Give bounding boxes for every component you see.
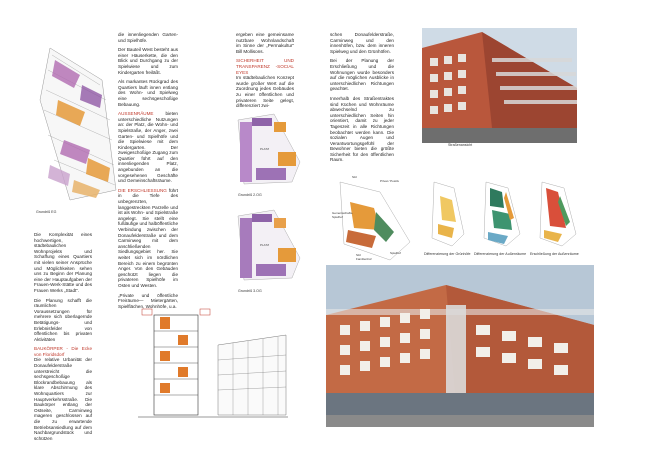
- caption-diagram-2: Differenzierung der Außenräume: [474, 252, 527, 256]
- paragraph: „Private und öffentliche Freiräume— Mietergärten, Spielflächen, Wohnhöfe, u.a.: [118, 292, 178, 309]
- paragraph: ergeben eine gemeinsame nutzbare Wohnlandschaft im Sinne der „Permakultur“ Bill Mollisons.: [236, 32, 294, 54]
- paragraph: Die Planung schafft die räumlichen Voraussetzungen für mehrere sich überlagernde Betätigungs- und Erlebnisfelder von öffentlichen bis privaten Aktivitäten: [34, 297, 92, 342]
- caption-plan-upper: Grundriß 2.OG: [238, 193, 262, 197]
- diagram-outdoor-spaces: [480, 178, 524, 250]
- text-column-1: [34, 232, 92, 445]
- paragraph: Bei der Planung der Erschließung und die Wohnungen wurde besonders auf die möglichen Ausblicke in unterschiedlichen Richtungen geachtet.: [330, 58, 394, 92]
- section-heading: BAUKÖRPER - Die Ecke von Floridsdorf: [34, 346, 92, 357]
- section-drawing: [138, 305, 288, 425]
- diagram-label: Sitz: [352, 175, 358, 179]
- diagram-circulation: [536, 178, 580, 250]
- site-plan-drawing: [30, 40, 125, 210]
- section-heading: DIE ERSCHLIESSUNG: [118, 187, 167, 193]
- paragraph: bieten unterschiedliche Nutzungen an: der Platz, die Wohn- und Spielstraße, der Anger, zwei Garten- und Spielhöfe und die Spielwiese mit dem Kindergarten. Der zweigeschoßige Zugang zum Quartier führt auf den innenliegenden Platz, angebunden an die vorgesehenen Geschäfte und Gemeinschaftsräume.: [118, 111, 178, 184]
- paragraph: die innenliegenden Garten- und Spielhöfe.: [118, 32, 178, 43]
- section-heading: AUSSENRÄUME: [118, 111, 154, 117]
- paragraph: Die relative Urbanität der Donaufelderstraße unterstreicht die sechsgeschoßige Blockrandbebauung als klare Abschirmung des Wohnquartiers zur Hauptverkehrsstraße. Die Baukörper entlang der Ostseite, Carminweg mageren geschlossen auf die zu erwartende Betriebsansiedlung auf dem Nachbargrundstück und schützen: [34, 357, 92, 441]
- paragraph: führt in die Tiefe des unbegrenzten, langgestreckten Parzelle und ist als Wohn- und Spielstraße angelegt. Sie stellt eine fußläufige und halböffentliche Verbindung zwischen der Donaufelderstraße und dem Carminweg mit dem anschließenden Siedlungsgebiet her. Sie weitet sich im nördlichen Bereich zu einem begrünten Anger. Von den Gebäuden geschützt liegen die privateren Spielhöfe im Osten und Westen.: [118, 187, 179, 288]
- zoning-diagram: [330, 172, 416, 264]
- caption-plan-lower: Grundriß 3.OG: [238, 289, 262, 293]
- diagram-label: Gemeinschafts-: [332, 211, 354, 215]
- diagram-label: Sitz: [356, 253, 362, 257]
- text-column-3: [236, 32, 294, 113]
- text-column-4: [330, 32, 394, 167]
- floor-plan-lower: [234, 208, 302, 288]
- paragraph: Im städtebaulichen Konzept wurde großer Wert auf die Zuordnung jedes Gebäudes zu einer öffentlichen und privateren Seite gelegt, differenziert zwi-: [236, 75, 294, 109]
- text-column-2: [118, 32, 178, 313]
- svg-text:PLATZ: PLATZ: [260, 147, 270, 151]
- diagram-label: Spielhof: [390, 251, 401, 255]
- diagram-label: Spielhof: [332, 215, 343, 219]
- photo-building-corner: [326, 265, 594, 427]
- paragraph: Die Komplexität eines hochwertigen, städtebaulichen Wohnprojekts und Schaffung eines Quartiers mit vielen seiner Ansprüche und Möglichkeiten sehen uns zu Beginn der Planung eine der Hauptaufgaben der Frauen-Werk-Stätte und des Frauen Werks „Stadt“.: [34, 232, 92, 293]
- section-heading: SICHERHEIT UND TRANSPARENZ -SOCIAL EYES: [236, 58, 294, 75]
- caption-site-plan: Grundriß EG: [36, 210, 57, 214]
- paragraph: Innerhalb des Straßentraktes sind Küchen und Wohnräume abwechselnd zu unterschiedlichen Seiten hin orientiert, damit zu jeder Tageszeit in alle Richtungen beobachtet werden kann. Die sozialen Augen und Verantwortungsgefühl der Bewohner bieten die größte Sicherheit für den öffentlichen Raum.: [330, 95, 394, 163]
- paragraph: Der Bauteil West besteht aus einer Häuserkette, die den Blick und Durchgang zu der Spielwiese und zum Kindergarten freiläßt.: [118, 47, 178, 75]
- floor-plan-upper: [234, 112, 302, 192]
- photo-building-street: [422, 28, 577, 143]
- diagram-green-courts: [428, 178, 468, 250]
- diagram-label: Familienhof: [356, 257, 372, 261]
- caption-photo-top: Straßenansicht: [448, 143, 473, 147]
- caption-diagram-1: Differenzierung der Grünhöfe: [424, 252, 471, 256]
- svg-text:PLATZ: PLATZ: [260, 243, 270, 247]
- diagram-label: Privat / Positiv: [380, 179, 400, 183]
- paragraph: Als markantes Rückgrad des Quartiers läuft innen entlang des Wohn- und Spielweg eine sechsgeschoßige Bebauung.: [118, 79, 178, 107]
- caption-diagram-3: Erschließung der Außenräume: [530, 252, 579, 256]
- paragraph: schen Donaufelderstraße, Carminweg und den innenhöfen, bzw. dem inneren Spielweg und den Grünhöfen.: [330, 32, 394, 54]
